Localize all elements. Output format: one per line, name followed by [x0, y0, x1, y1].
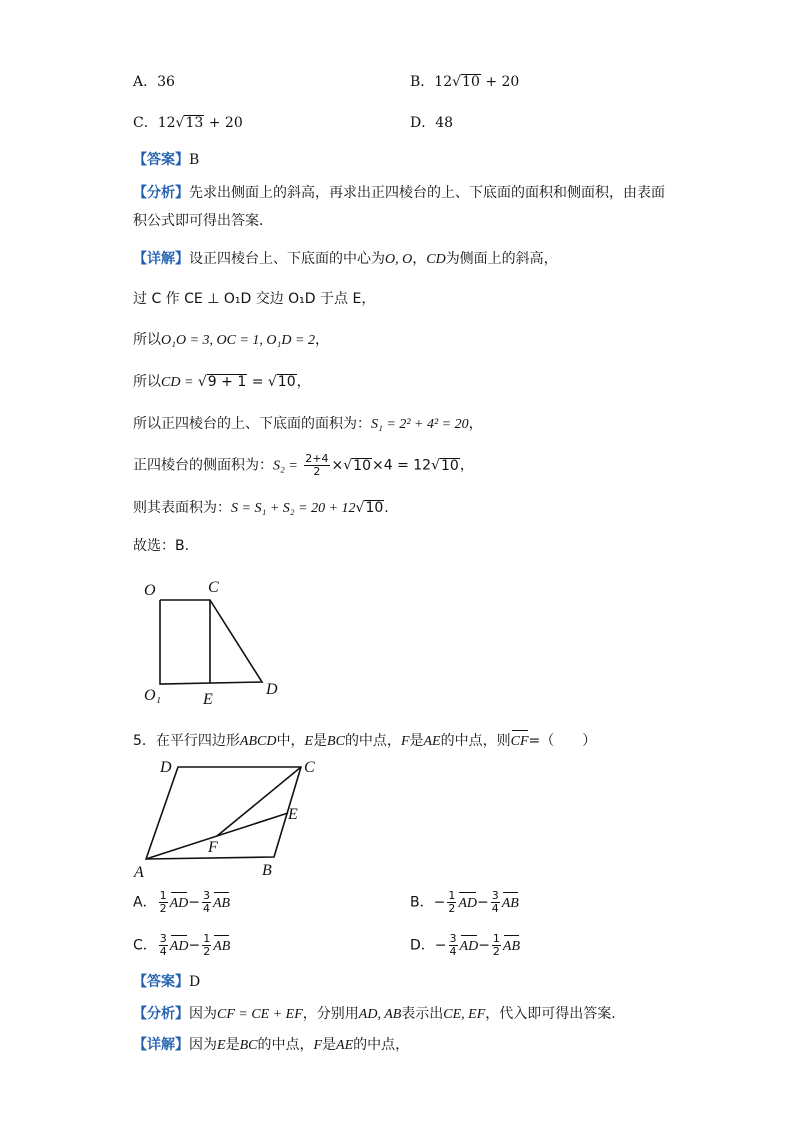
option-d: [410, 113, 453, 133]
detail-text: ，: [459, 457, 474, 474]
detail-text: 因为: [189, 1037, 217, 1053]
label-e: E: [203, 691, 213, 708]
answer-tag: 【答案】: [133, 152, 189, 168]
analysis-text: 表示出: [401, 1006, 444, 1022]
analysis-text: 先求出侧面上的斜高，再求出正四棱台的上、下底面的面积和侧面积，由表面: [189, 185, 665, 201]
q5-option-d: [410, 933, 520, 958]
detail-tag: 【详解】: [133, 251, 189, 267]
option-letter: A．: [133, 894, 157, 911]
numerator: 1: [448, 889, 456, 902]
math-expr: O₁O = 3, OC = 1, O₁D = 2: [161, 333, 315, 348]
vector-expr: AD: [170, 937, 189, 957]
vector-expr: AB: [502, 894, 519, 914]
detail-text: ，: [412, 251, 427, 267]
label-c: C: [304, 759, 315, 776]
radicand: 9 + 1: [207, 374, 247, 390]
option-a: [133, 72, 175, 92]
math-expr: F: [313, 1038, 323, 1053]
analysis-text: 积公式即可得出答案.: [133, 213, 264, 229]
analysis-text: ，分别用: [302, 1006, 359, 1022]
vector-expr: CE, EF: [443, 1007, 486, 1022]
option-letter: D．: [410, 115, 436, 131]
label-d: D: [266, 681, 278, 698]
detail-text: 为侧面上的斜高，: [445, 251, 558, 267]
detail-line-2: [133, 289, 375, 309]
vector-expr: AD: [458, 894, 477, 914]
stem-text: =（ ）: [528, 733, 597, 749]
math-expr: AE: [336, 1038, 354, 1053]
fraction: [491, 890, 500, 915]
detail-text: 所以正四棱台的上、下底面的面积为：: [133, 416, 371, 432]
fraction: [447, 890, 456, 915]
analysis-line-2: [133, 211, 263, 231]
label-f: F: [208, 839, 218, 856]
math-expr: CD =: [161, 375, 194, 390]
figure-trapezoid-section: [130, 570, 300, 715]
option-value: 36: [157, 74, 175, 90]
option-b: B．12√10 + 20: [410, 74, 520, 90]
math-expr: ×4 = 12: [371, 457, 432, 474]
radicand: 10: [441, 457, 459, 474]
segment-cf: [217, 767, 301, 836]
detail-text: .: [384, 500, 389, 516]
math-expr: S₁ = 2² + 4² = 20: [371, 417, 469, 432]
parallelogram-abcd: [146, 767, 301, 859]
numerator: 2+4: [305, 452, 329, 465]
numerator: 1: [159, 889, 167, 902]
vector-expr: AB: [213, 894, 230, 914]
numerator: 3: [159, 932, 167, 945]
detail-text: 过 C 作 CE ⊥ O₁D 交边 O₁D 于点 E，: [133, 291, 376, 307]
detail-tag: 【详解】: [133, 1037, 189, 1053]
answer-tag: 【答案】: [133, 974, 189, 990]
q5-option-a: [133, 890, 230, 915]
q5-answer-line: [133, 972, 200, 992]
label-b: B: [262, 862, 272, 879]
detail-line-8: [133, 536, 189, 556]
choice-text: 故选：B.: [133, 538, 190, 554]
radicand: 10: [462, 74, 480, 90]
vector-expr: CF: [511, 732, 529, 752]
fraction: [159, 933, 168, 958]
option-letter: B．: [410, 74, 435, 90]
vector-expr: AD: [460, 937, 479, 957]
detail-text: 所以: [133, 374, 161, 390]
coefficient: 12: [434, 74, 453, 90]
numerator: 1: [492, 932, 500, 945]
coefficient: 12: [157, 115, 176, 131]
math-expr: S₂ =: [273, 458, 298, 474]
detail-line-1: [133, 249, 558, 270]
detail-text: 的中点，: [353, 1037, 410, 1053]
answer-value: D: [189, 974, 201, 990]
analysis-line-1: [133, 183, 665, 203]
analysis-tag: 【分析】: [133, 185, 189, 201]
detail-text: 则其表面积为：: [133, 500, 231, 516]
numerator: 3: [449, 932, 457, 945]
detail-text: 是: [322, 1037, 337, 1053]
denominator: 2: [448, 902, 456, 915]
math-expr: BC: [239, 1038, 258, 1053]
option-letter: A．: [133, 74, 158, 90]
denominator: 4: [159, 945, 167, 958]
outline-shape: [160, 600, 262, 684]
fraction: [492, 933, 501, 958]
denominator: 2: [313, 465, 321, 478]
operator: −: [434, 937, 447, 954]
stem-text: 的中点，: [344, 733, 401, 749]
vector-expr: AD: [170, 894, 189, 914]
operator: −: [477, 894, 489, 911]
operator: −: [188, 894, 200, 911]
label-d: D: [160, 759, 172, 776]
option-letter: C．: [133, 115, 158, 131]
label-c: C: [208, 579, 219, 596]
analysis-text: 因为: [189, 1006, 217, 1022]
fraction: [202, 890, 211, 915]
detail-text: 设正四棱台上、下底面的中心为: [189, 251, 385, 267]
vector-expr: CF = CE + EF: [217, 1007, 303, 1022]
math-expr: CD: [426, 252, 446, 267]
math-expr: O, O: [385, 252, 413, 267]
option-rest: + 20: [485, 74, 520, 90]
math-expr: F: [400, 734, 410, 749]
option-letter: C．: [133, 937, 157, 954]
stem-text: 5．在平行四边形: [133, 733, 240, 749]
q5-option-b: [410, 890, 519, 915]
option-letter: D．: [410, 937, 435, 954]
operator: −: [478, 937, 490, 954]
vector-expr: AB: [503, 937, 520, 957]
label-e: E: [288, 806, 298, 823]
q5-stem: [133, 731, 596, 752]
denominator: 2: [203, 945, 211, 958]
detail-text: 是: [225, 1037, 240, 1053]
denominator: 4: [491, 902, 499, 915]
radicand: 10: [353, 457, 371, 474]
math-expr: ABCD: [239, 734, 277, 749]
denominator: 2: [159, 902, 167, 915]
analysis-text: ，代入即可得出答案.: [485, 1006, 616, 1022]
detail-text: ，: [296, 374, 311, 390]
label-a: A: [134, 864, 144, 881]
math-expr: AE: [423, 734, 441, 749]
operator: −: [433, 894, 446, 911]
detail-text: 所以: [133, 332, 161, 348]
fraction: [202, 933, 211, 958]
fraction: [304, 453, 329, 478]
math-expr: E: [217, 1038, 226, 1053]
answer-value: B: [189, 152, 200, 168]
option-letter: B．: [410, 894, 434, 911]
math-expr: =: [251, 374, 264, 390]
q5-option-c: [133, 933, 230, 958]
math-expr: E: [304, 734, 314, 749]
fraction: [159, 890, 168, 915]
vector-expr: AD, AB: [358, 1007, 402, 1022]
numerator: 3: [202, 889, 210, 902]
q5-detail-line: [133, 1035, 409, 1056]
vector-expr: AB: [213, 937, 230, 957]
stem-text: 的中点，则: [440, 733, 511, 749]
figure-parallelogram: [128, 755, 328, 883]
label-o: O: [144, 582, 156, 599]
detail-line-7: 则其表面积为：S = S₁ + S₂ = 20 + 12√10.: [133, 500, 389, 516]
label-o1: O₁: [144, 687, 162, 704]
detail-text: 正四棱台的侧面积为：: [133, 457, 273, 474]
radicand: 10: [277, 374, 296, 390]
detail-line-6: 正四棱台的侧面积为：S₂ = $\frac{2+4}{2}$ ×√10×4 = 12√10，: [133, 452, 474, 478]
stem-text: 是: [409, 733, 424, 749]
radicand: 10: [365, 500, 384, 516]
analysis-tag: 【分析】: [133, 1006, 189, 1022]
stem-text: 中，: [276, 733, 305, 749]
detail-line-5: [133, 414, 483, 435]
fraction: [449, 933, 458, 958]
math-expr: S = S₁ + S₂ = 20 + 12: [231, 501, 356, 516]
denominator: 4: [449, 945, 457, 958]
option-rest: + 20: [208, 115, 243, 131]
stem-text: 是: [313, 733, 328, 749]
denominator: 4: [202, 902, 210, 915]
answer-line: [133, 150, 199, 170]
numerator: 1: [203, 932, 211, 945]
detail-line-3: [133, 330, 329, 351]
math-expr: ×: [331, 457, 344, 474]
detail-text: ，: [314, 332, 329, 348]
denominator: 2: [492, 945, 500, 958]
detail-line-4: 所以CD = √9 + 1 = √10，: [133, 374, 311, 390]
option-c: C．12√13 + 20: [133, 115, 243, 131]
detail-text: ，: [468, 416, 483, 432]
numerator: 3: [491, 889, 499, 902]
option-value: 48: [435, 115, 454, 131]
operator: −: [188, 937, 201, 954]
detail-text: 的中点，: [257, 1037, 314, 1053]
q5-analysis-line: [133, 1004, 616, 1025]
math-expr: BC: [327, 734, 345, 749]
radicand: 13: [185, 115, 204, 131]
